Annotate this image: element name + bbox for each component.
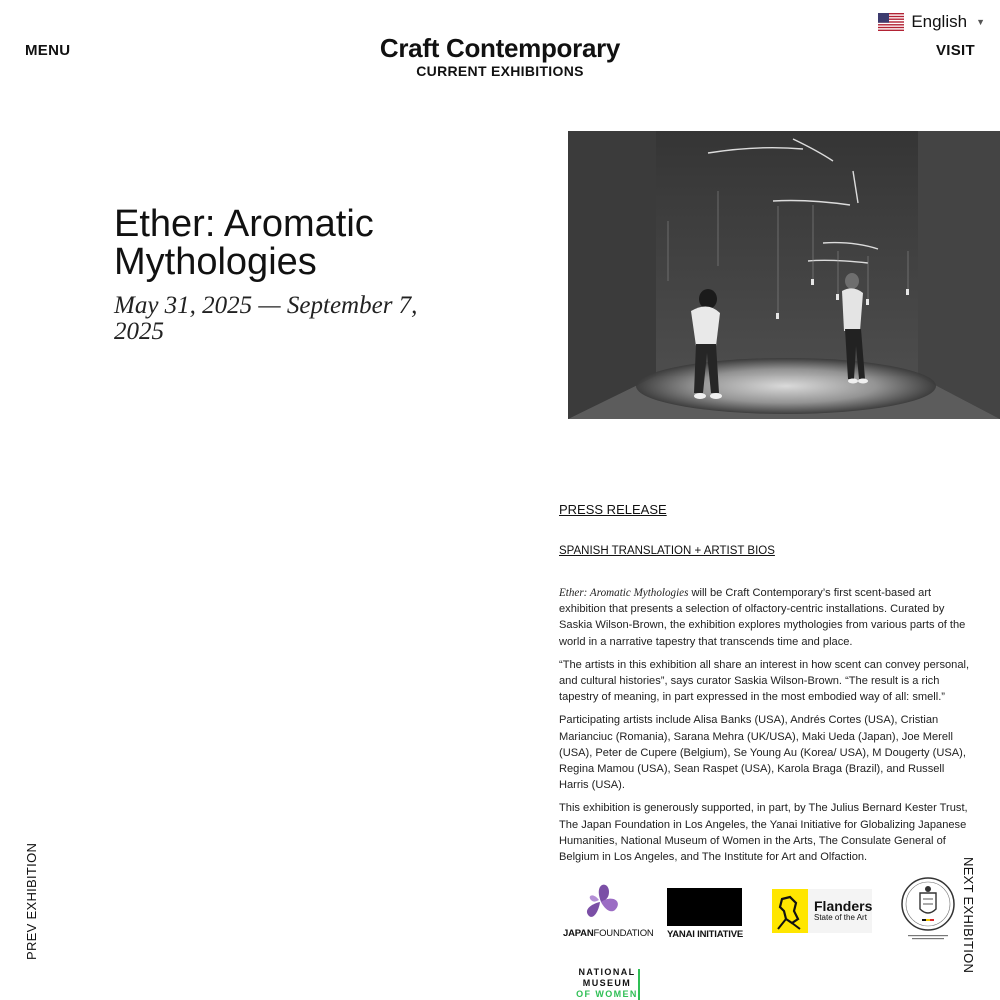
us-flag-icon	[878, 13, 904, 31]
menu-button[interactable]: MENU	[25, 42, 71, 59]
chevron-down-icon: ▼	[976, 17, 985, 27]
nmwa-line-2: MUSEUM	[582, 978, 632, 988]
prev-exhibition-link[interactable]: PREV EXHIBITION	[24, 842, 39, 960]
exhibition-description	[559, 585, 974, 872]
exhibition-photo	[568, 131, 1000, 419]
supporters-paragraph: This exhibition is generously supported, in part, by The Julius Bernard Kester Trust, The Japan Foundation in Los Angeles, the Yanai Initiative for Globalizing Japanese Humanities, National Museum of Women in the Arts, The Consulate General of Belgium in Los Angeles, and The Institute for Art and Olfaction.	[559, 802, 968, 864]
nmwa-accent-bar	[638, 969, 640, 1000]
yanai-initiative-logo[interactable]	[667, 888, 743, 940]
butterfly-icon	[579, 880, 623, 922]
paragraph-text: will be Craft Contemporary’s first scent-based art exhibition that presents a selection of olfactory-centric installations. Curated by Saskia Wilson-Brown, the exhibition explores mythologies from various parts of the world in a narrative tapestry that transcends time and place.	[559, 587, 966, 648]
japan-foundation-logo[interactable]	[563, 880, 654, 942]
press-release-link[interactable]: PRESS RELEASE	[559, 502, 667, 517]
flanders-lion-icon	[772, 889, 808, 933]
description-paragraph-2: “The artists in this exhibition all share an interest in how scent can convey personal, and cultural histories”, says curator Saskia Wilson-Brown. “The result is a rich tapestry of meaning, in part expressed in the most embodied way of all: smell.”	[559, 658, 970, 704]
nmwa-line-3: OF WOMEN	[576, 989, 638, 999]
nmwa-logo[interactable]	[572, 967, 642, 1000]
spanish-translation-link[interactable]: SPANISH TRANSLATION + ARTIST BIOS	[559, 545, 775, 557]
language-selector[interactable]	[878, 12, 985, 32]
flanders-wordmark: Flanders	[814, 898, 873, 914]
flanders-tagline: State of the Art	[814, 913, 867, 922]
language-label: English	[911, 12, 968, 31]
next-exhibition-link[interactable]: NEXT EXHIBITION	[961, 857, 976, 974]
site-header	[0, 33, 1000, 79]
belgium-consulate-seal-icon[interactable]	[900, 877, 956, 943]
yanai-wordmark: YANAI INITIATIVE	[667, 929, 743, 940]
japan-foundation-wordmark: JAPANFOUNDATION	[563, 928, 654, 939]
exhibition-title: Ether: Aromatic Mythologies	[114, 203, 374, 283]
exhibition-dates: May 31, 2025 — September 7, 2025	[114, 292, 418, 345]
description-paragraph-1	[559, 585, 974, 650]
italic-exhibition-title: Ether: Aromatic Mythologies	[559, 587, 689, 599]
visit-button[interactable]: VISIT	[935, 42, 975, 59]
nmwa-line-1: NATIONAL	[578, 967, 636, 977]
section-title[interactable]: CURRENT EXHIBITIONS	[416, 63, 584, 79]
flanders-logo[interactable]	[772, 889, 872, 933]
participating-artists-paragraph: Participating artists include Alisa Banks (USA), Andrés Cortes (USA), Cristian Marianciuc (Romania), Sarana Mehra (UK/USA), Maki Ueda (Japan), Joe Merell (USA), Peter de Cupere (Belgium), Se Young Au (Korea/ USA), M Dougerty (USA), Regina Mamou (USA), Sean Raspet (USA), Karola Braga (Brazil), and Russell Harris (USA).	[559, 714, 966, 792]
site-logo[interactable]: Craft Contemporary	[379, 33, 621, 63]
yanai-logo-block	[667, 888, 742, 926]
